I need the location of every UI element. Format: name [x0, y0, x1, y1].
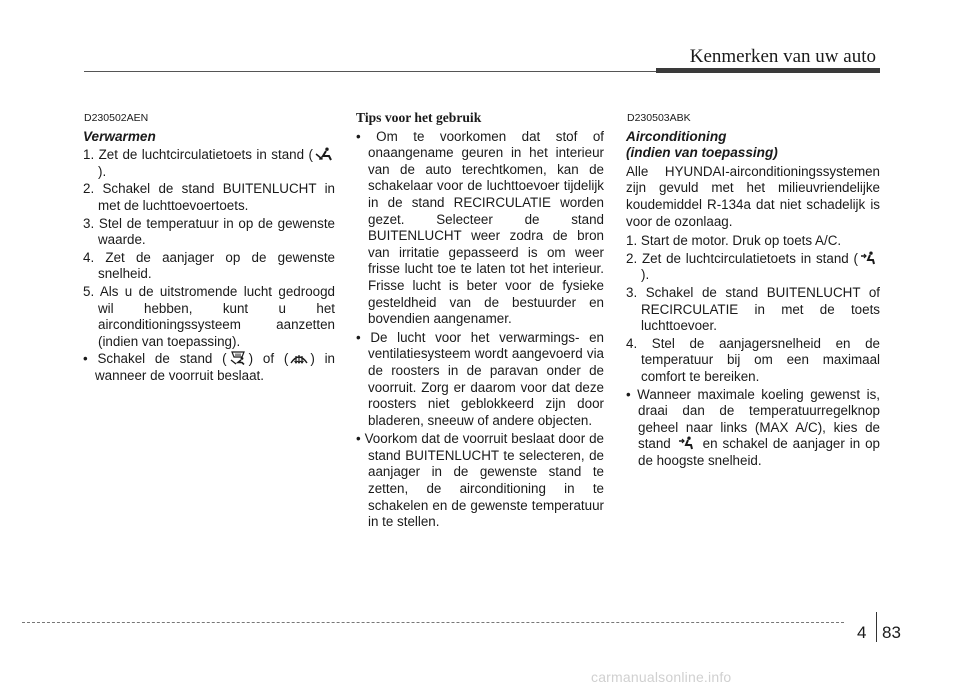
step-item: 4. Zet de aanjager op de gewenste snelheid. [83, 249, 335, 282]
footer-divider [876, 612, 877, 642]
step-item: 3. Schakel de stand BUITENLUCHT of RECIRCULATIE in met de toets luchttoevoer. [626, 284, 880, 334]
step-item: 5. Als u de uitstromende lucht gedroogd wil hebben, kunt u het airconditioningssysteem aanzetten (indien van toepassing). [83, 283, 335, 349]
footer-rule [22, 622, 844, 623]
column-tips [356, 110, 604, 533]
bullet-item: • De lucht voor het verwarmings- en ventilatiesysteem wordt aangevoerd via de roosters in de paravan onder de voorruit. Zorg er daarom voor dat deze roosters niet geblokkeerd zijn door bladeren, sneeuw of andere objecten. [356, 329, 604, 428]
bullet-item: • Schakel de stand ( ) of ( ) in wanneer de voorruit beslaat. [83, 351, 335, 383]
column-airconditioning [626, 110, 880, 471]
step-item: 4. Stel de aanjagersnelheid en de temperatuur bij om een maximaal comfort te bereiken. [626, 335, 880, 384]
step-list [83, 147, 335, 350]
header-rule-thin [84, 71, 664, 72]
face-mode-icon [858, 251, 880, 265]
step-item: 3. Stel de temperatuur in op de gewenste waarde. [83, 215, 335, 248]
floor-defrost-mode-icon [227, 351, 249, 365]
step-item: 2. Schakel de stand BUITENLUCHT in met de luchttoevoertoets. [83, 181, 335, 213]
column-verwarmen [83, 110, 335, 387]
tips-title: Tips voor het gebruik [356, 110, 482, 125]
defrost-icon [288, 351, 310, 365]
chapter-number: 4 [857, 623, 867, 642]
watermark: carmanualsonline.info [591, 669, 732, 685]
step-list [626, 233, 880, 385]
step-item: 2. Zet de luchtcirculatietoets in stand (). [626, 251, 880, 284]
intro-paragraph: Alle HYUNDAI-airconditioningssystemen zijn gevuld met het milieuvriendelijke koudemiddel R-134a dat niet schadelijk is voor de ozonlaag. [626, 163, 880, 229]
bullet-item: • Om te voorkomen dat stof of onaangename geuren in het interieur van de auto terechtkomen, kan de schakelaar voor de luchttoevoer tijdelijk in de stand RECIRCULATIE worden gezet. Selecteer de stand BUITENLUCHT weer zodra de bron van irritatie gepasseerd is om weer frisse lucht toe te laten tot het interieur. Frisse lucht is beter voor de fysieke gesteldheid van de bestuurder en bovendien aangenamer. [356, 128, 604, 327]
bullet-list [356, 129, 604, 531]
section-title: Verwarmen [83, 128, 156, 144]
section-subtitle: (indien van toepassing) [626, 145, 778, 161]
bullet-item: • Wanneer maximale koeling gewenst is, draai dan de temperatuurregelknop geheel naar links (MAX A/C), kies de stand en schakel de aanjager in op de hoogste snelheid. [626, 386, 880, 468]
page-header-title: Kenmerken van uw auto [689, 46, 876, 67]
floor-mode-icon [313, 147, 335, 161]
bullet-list [83, 351, 335, 384]
section-title: Airconditioning [626, 128, 727, 144]
bullet-item: • Voorkom dat de voorruit beslaat door de stand BUITENLUCHT te selecteren, de aanjager in de gewenste stand te zetten, de airconditioning in te schakelen en de gewenste temperatuur in te stellen. [356, 431, 604, 530]
section-code: D230502AEN [84, 112, 149, 124]
face-mode-icon [676, 436, 698, 450]
step-item: 1. Start de motor. Druk op toets A/C. [626, 233, 842, 249]
header-rule-thick [656, 68, 880, 73]
section-code: D230503ABK [627, 112, 691, 124]
step-item: 1. Zet de luchtcirculatietoets in stand (). [83, 147, 335, 180]
page-number: 83 [882, 623, 901, 642]
bullet-list [626, 387, 880, 470]
